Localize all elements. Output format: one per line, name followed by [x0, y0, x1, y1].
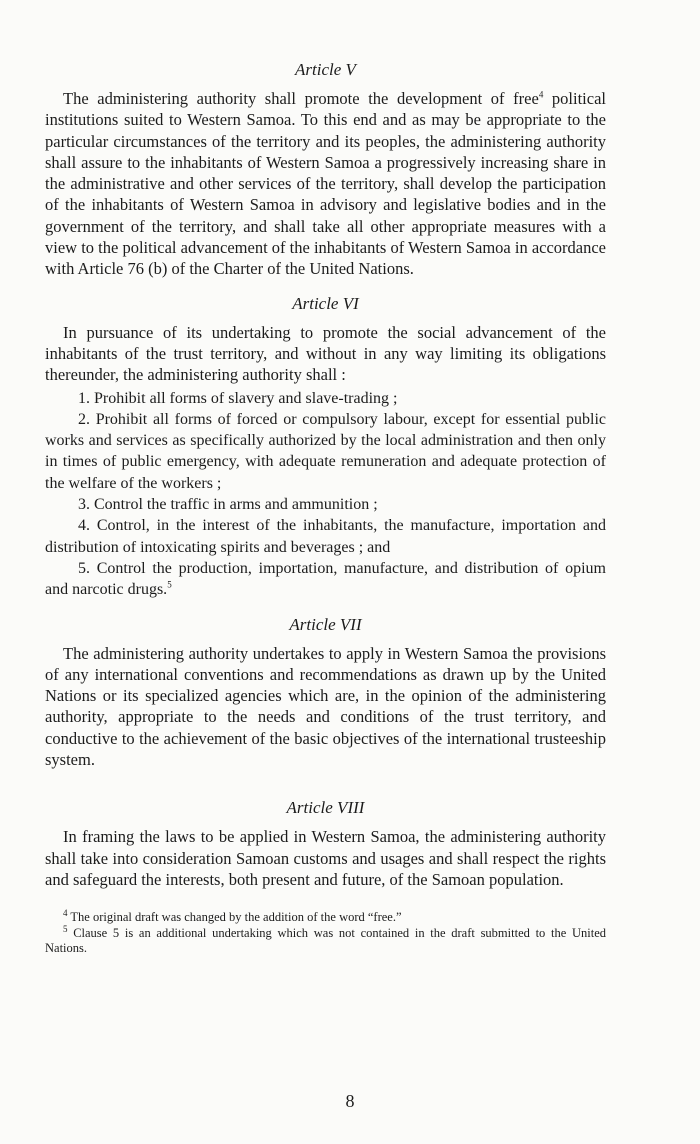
page-number: 8 — [345, 1091, 355, 1111]
article-v-text-end: political institutions suited to Western Samoa. To this end and as may be appropriate to the particular circumstances of the territory and its peoples, the administering authority shall assure to the inhabitants of Western Samoa a progressively increasing share in the administrative and other services of the territory, shall develop the participation of the inhabitants of Western Samoa in advisory and legislative bodies and in the government of the territory, and shall take all other appropriate measures with a view to the political advancement of the inhabitants of Western Samoa in accordance with Article 76 (b) of the Charter of the United Nations. — [45, 89, 606, 279]
article-vi — [45, 294, 606, 601]
footnotes — [45, 910, 606, 957]
list-item: 4. Control, in the interest of the inhabitants, the manufacture, importation and distribution of intoxicating spirits and beverages ; and — [45, 517, 606, 556]
article-viii-heading: Article VIII — [286, 798, 365, 818]
footnote-ref-4: 4 — [538, 89, 544, 100]
article-vii-heading: Article VII — [289, 614, 362, 634]
article-vi-list — [45, 388, 606, 601]
list-item: 3. Control the traffic in arms and ammunition ; — [78, 496, 378, 514]
article-v-heading: Article V — [295, 60, 356, 79]
footnote-text: Clause 5 is an additional undertaking which was not contained in the draft submitted to the United Nations. — [45, 925, 606, 956]
article-viii-text: In framing the laws to be applied in Western Samoa, the administering authority shall take into consideration Samoan customs and usages and shall respect the rights and safeguard the interests, both present and future, of the Samoan population. — [45, 827, 606, 889]
list-item: 1. Prohibit all forms of slavery and slave-trading ; — [78, 389, 398, 407]
footnote-ref-5: 5 — [167, 579, 172, 590]
footnote-5 — [45, 923, 606, 957]
article-vi-heading: Article VI — [292, 293, 359, 313]
list-item — [45, 558, 606, 601]
article-vii — [45, 615, 606, 771]
footnote-text: The original draft was changed by the addition of the word “free.” — [67, 910, 402, 925]
article-vi-intro: In pursuance of its undertaking to promote the social advancement of the inhabitants of the trust territory, and without in any way limiting its obligations thereunder, the administering authority shall : — [45, 322, 606, 385]
article-v-text — [45, 88, 606, 280]
article-viii — [45, 798, 606, 890]
footnote-mark: 5 — [63, 923, 68, 934]
footnote-4 — [45, 910, 606, 926]
list-item: 2. Prohibit all forms of forced or compulsory labour, except for essential public works and services as specifically authorized by the local administration and then only in times of public emergency, with adequate remuneration and adequate protection of the welfare of the workers ; — [45, 410, 606, 492]
article-v-text-start: The administering authority shall promote the development of free — [63, 89, 539, 108]
footnote-mark: 4 — [63, 908, 68, 919]
article-v — [45, 60, 606, 280]
list-item-5-text: 5. Control the production, importation, manufacture, and distribution of opium and narcotic drugs. — [45, 559, 606, 599]
article-vii-text: The administering authority undertakes to apply in Western Samoa the provisions of any international conventions and recommendations as drawn up by the United Nations or its specialized agencies which are, in the opinion of the administering authority, appropriate to the needs and conditions of the trust territory, and conductive to the achievement of the basic objectives of the international trusteeship system. — [45, 643, 606, 770]
page-content — [45, 60, 606, 957]
